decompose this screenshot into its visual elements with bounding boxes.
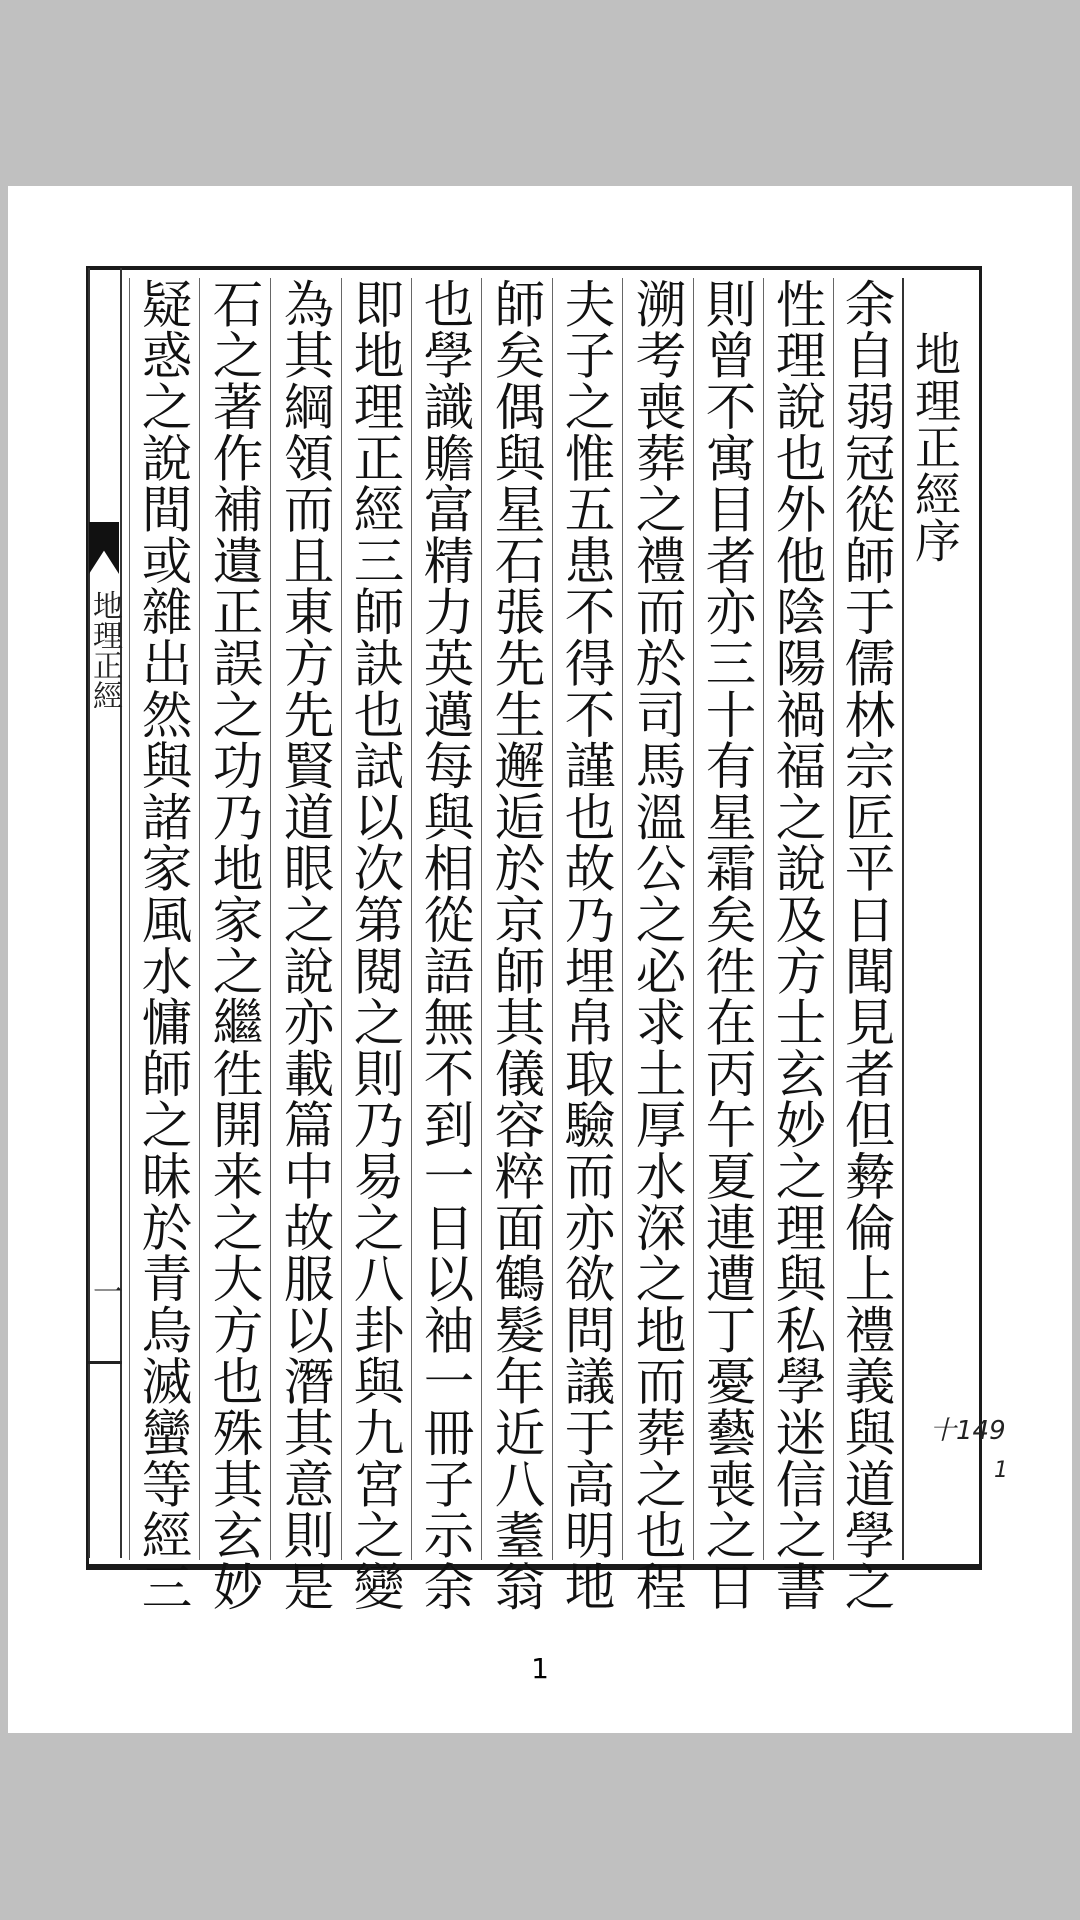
margin-book-title: 地理正經 [87, 590, 122, 710]
handwritten-annotation: 十149 [930, 1416, 1006, 1446]
text-column-5: 夫子之惟五患不得不謹也故乃埋帛取驗而亦欲問議于高明地 [552, 278, 622, 1560]
text-column-9: 為其綱領而且東方先賢道眼之說亦載篇中故服以潛其意則是 [270, 278, 341, 1560]
text-column-1: 余自弱冠從師于儒林宗匠平日聞見者但彜倫上禮義與道學之 [833, 278, 902, 1560]
text-column-10: 石之著作補遺正誤之功乃地家之繼徃開来之大方也殊其玄妙 [199, 278, 270, 1560]
text-column-4: 溯考喪葬之禮而於司馬溫公之必求土厚水深之地而葬之也程 [622, 278, 693, 1560]
preface-title: 地理正經序 [902, 278, 970, 1560]
fold-margin [88, 268, 122, 1558]
scanned-page [8, 186, 1072, 1733]
text-column-8: 即地理正經三師訣也試以次第閱之則乃易之八卦與九宮之變 [341, 278, 411, 1560]
text-column-6: 師矣偶與星石張先生邂逅於京師其儀容粹面鶴髮年近八耋翁 [481, 278, 552, 1560]
margin-folio-number: 一 [87, 1276, 122, 1306]
text-block [120, 278, 970, 1612]
page-number: 1 [531, 1652, 549, 1685]
text-column-2: 性理說也外他陰陽禍福之說及方士玄妙之理與私學迷信之書 [763, 278, 833, 1560]
text-column-7: 也學識贍富精力英邁每與相從語無不到一日以袖一冊子示余 [411, 278, 481, 1560]
handwritten-annotation-mark: 1 [994, 1458, 1008, 1483]
margin-rule [88, 1361, 122, 1364]
text-column-11: 疑惑之說間或雜出然與諸家風水慵師之昧於青烏滅蠻等經三 [129, 278, 199, 1560]
text-column-3: 則曾不寓目者亦三十有星霜矣徃在丙午夏連遭丁憂藝喪之日 [693, 278, 763, 1560]
